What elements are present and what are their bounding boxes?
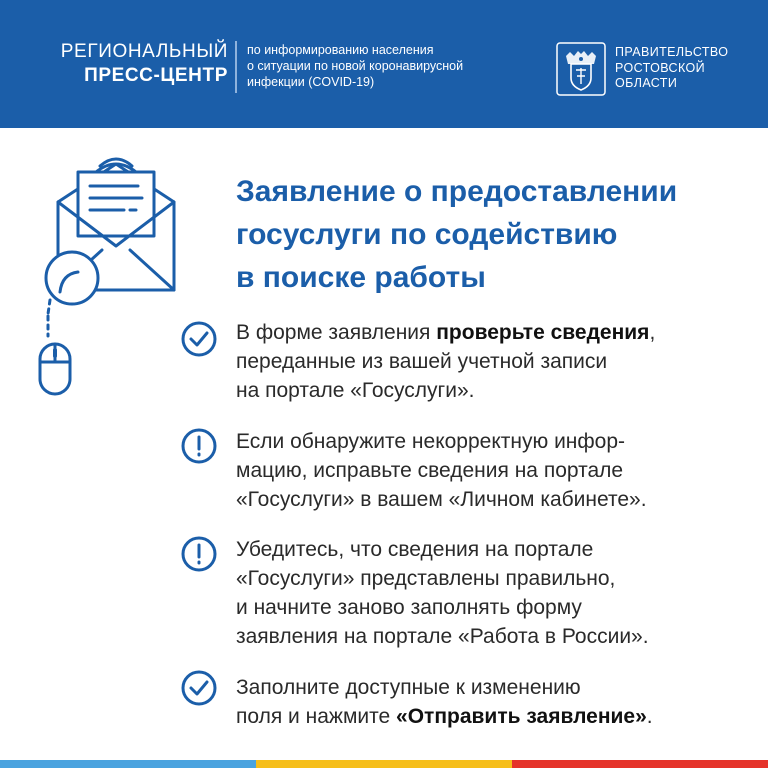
line: В форме заявления проверьте сведения, (236, 321, 656, 344)
header-divider (235, 41, 237, 93)
line: заявления на портале «Работа в России». (236, 625, 649, 648)
line: мацию, исправьте сведения на портале (236, 459, 624, 482)
press-center-line1: РЕГИОНАЛЬНЫЙ (60, 41, 228, 62)
envelope-mouse-illustration (36, 150, 196, 410)
press-center-line2: ПРЕСС-ЦЕНТР (84, 65, 228, 86)
check-circle-icon (180, 669, 218, 707)
header-banner (0, 0, 768, 128)
bottom-color-bar (0, 760, 768, 768)
title-line2: госуслуги по содействию (236, 218, 618, 251)
line: на портале «Госуслуги». (236, 379, 475, 402)
exclamation-circle-icon (180, 427, 218, 465)
bar-segment-yellow (256, 760, 512, 768)
gov-line1: ПРАВИТЕЛЬСТВО (615, 45, 729, 59)
press-center-subtitle (247, 42, 527, 90)
instruction-text-2 (236, 427, 746, 514)
line: «Госуслуги» представлены правильно, (236, 567, 616, 590)
exclamation-circle-icon (180, 535, 218, 573)
page-title (236, 170, 756, 299)
line: Убедитесь, что сведения на портале (236, 538, 594, 561)
subtitle-line3: инфекции (COVID-19) (247, 75, 375, 89)
line: и начните заново заполнять форму (236, 596, 582, 619)
line: «Госуслуги» в вашем «Личном кабинете». (236, 488, 647, 511)
instruction-text-3 (236, 535, 746, 651)
gov-line2: РОСТОВСКОЙ (615, 60, 705, 75)
line: Заполните доступные к изменению (236, 676, 581, 699)
subtitle-line2: о ситуации по новой коронавирусной (247, 59, 464, 73)
gov-line3: ОБЛАСТИ (615, 76, 678, 90)
instruction-text-1 (236, 318, 746, 405)
press-center-title (40, 40, 228, 88)
line: поля и нажмите «Отправить заявление». (236, 705, 653, 728)
subtitle-line1: по информированию населения (247, 43, 434, 57)
bar-segment-blue (0, 760, 256, 768)
title-line3: в поиске работы (236, 261, 486, 294)
check-circle-icon (180, 320, 218, 358)
line: переданные из вашей учетной записи (236, 350, 608, 373)
instruction-text-4 (236, 673, 746, 731)
bar-segment-red (512, 760, 768, 768)
title-line1: Заявление о предоставлении (236, 175, 678, 208)
coat-of-arms-icon (556, 42, 606, 96)
government-label (615, 45, 728, 92)
line: Если обнаружите некорректную инфор- (236, 430, 626, 453)
